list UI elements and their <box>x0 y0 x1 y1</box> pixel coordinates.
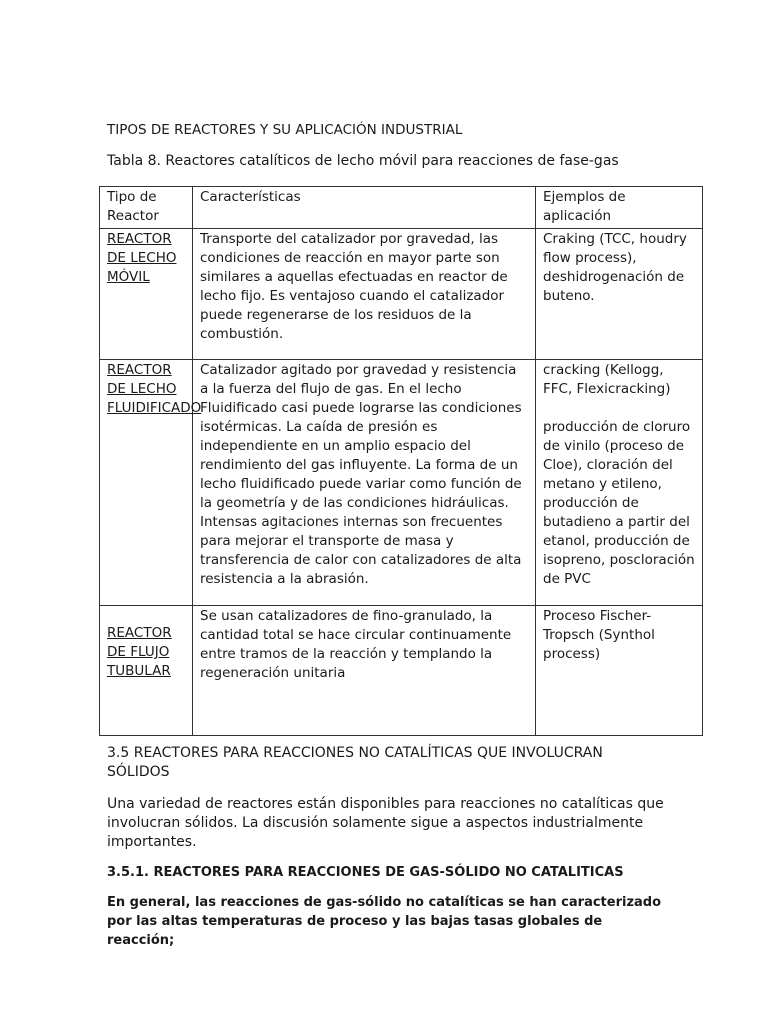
header-characteristics: Características <box>193 187 536 229</box>
table-header-row <box>100 187 703 229</box>
table-row <box>100 229 703 360</box>
subsection-text: En general, las reacciones de gas-sólido no catalíticas se han caracterizado por las altas temperaturas de proceso y las bajas tasas globales de reacción; <box>107 895 662 948</box>
reactor-type: REACTOR DE LECHO MÓVIL <box>100 229 193 360</box>
section-intro: Una variedad de reactores están disponibles para reacciones no catalíticas que involucran sólidos. La discusión solamente sigue a aspectos industrialmente importantes. <box>107 796 664 850</box>
reactor-examples <box>536 229 703 360</box>
reactor-examples <box>536 606 703 736</box>
reactor-table <box>99 186 703 736</box>
subsection-title: 3.5.1. REACTORES PARA REACCIONES DE GAS-SÓLIDO NO CATALITICAS <box>107 865 624 880</box>
header-examples: Ejemplos de aplicación <box>536 187 703 229</box>
reactor-examples-text: producción de cloruro de vinilo (proceso de Cloe), cloración del metano y etileno, producción de butadieno a partir del etanol, producción de isopreno, poscloración de PVC <box>543 419 695 587</box>
header-type: Tipo de Reactor <box>100 187 193 229</box>
reactor-examples-text: Proceso Fischer-Tropsch (Synthol process) <box>543 608 655 662</box>
reactor-type: REACTOR DE FLUJO TUBULAR <box>100 606 193 736</box>
reactor-characteristics: Transporte del catalizador por gravedad, las condiciones de reacción en mayor parte son similares a aquellas efectuadas en reactor de lecho fijo. Es ventajoso cuando el catalizador puede regenerarse de los residuos de la combustión. <box>193 229 536 360</box>
page-heading: TIPOS DE REACTORES Y SU APLICACIÓN INDUSTRIAL <box>107 122 463 138</box>
table-row <box>100 360 703 606</box>
reactor-type: REACTOR DE LECHO FLUIDIFICADO <box>100 360 193 606</box>
section-title: 3.5 REACTORES PARA REACCIONES NO CATALÍTICAS QUE INVOLUCRAN SÓLIDOS <box>107 745 603 780</box>
reactor-examples-text: Craking (TCC, houdry flow process), deshidrogenación de buteno. <box>543 231 687 304</box>
reactor-examples-text: cracking (Kellogg, FFC, Flexicracking) <box>543 362 671 397</box>
reactor-characteristics: Se usan catalizadores de fino-granulado, la cantidad total se hace circular continuamente entre tramos de la reacción y templando la regeneración unitaria <box>193 606 536 736</box>
reactor-examples <box>536 360 703 606</box>
reactor-characteristics: Catalizador agitado por gravedad y resistencia a la fuerza del flujo de gas. En el lecho Fluidificado casi puede lograrse las condiciones isotérmicas. La caída de presión es independiente en un amplio espacio del rendimiento del gas influyente. La forma de un lecho fluidificado puede variar como función de la geometría y de las condiciones hidráulicas. Intensas agitaciones internas son frecuentes para mejorar el transporte de masa y transferencia de calor con catalizadores de alta resistencia a la abrasión. <box>193 360 536 606</box>
table-row <box>100 606 703 736</box>
table-caption: Tabla 8. Reactores catalíticos de lecho móvil para reacciones de fase-gas <box>107 153 619 169</box>
